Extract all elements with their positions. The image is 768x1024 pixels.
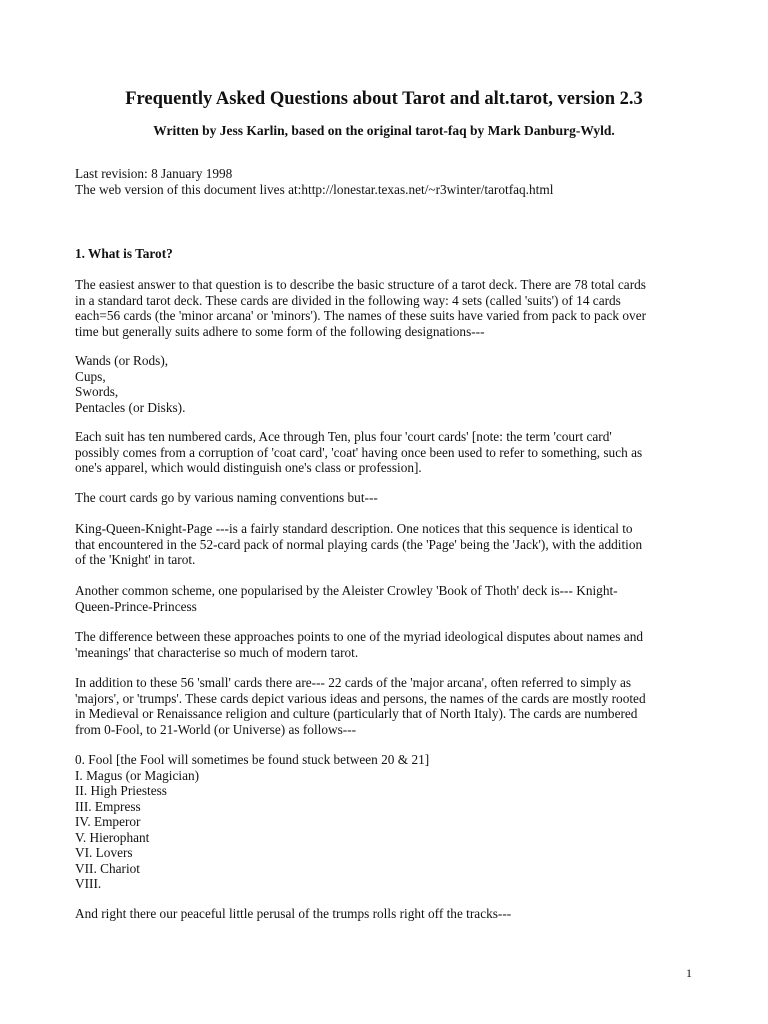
paragraph-deck-structure: [75, 277, 700, 339]
paragraph-crowley: [75, 583, 700, 614]
trumps-list: [75, 752, 700, 892]
paragraph-line: In addition to these 56 'small' cards there are--- 22 cards of the 'major arcana', often referred to simply as: [75, 675, 632, 690]
list-item: VII. Chariot: [75, 860, 140, 876]
paragraph-line: Queen-Prince-Princess: [75, 598, 197, 614]
paragraph-line: Each suit has ten numbered cards, Ace through Ten, plus four 'court cards' [note: the term 'court card': [75, 429, 612, 444]
paragraph-off-tracks: [75, 906, 700, 922]
paragraph-naming: [75, 490, 700, 506]
document-title: Frequently Asked Questions about Tarot and alt.tarot, version 2.3: [125, 89, 643, 109]
list-item: I. Magus (or Magician): [75, 767, 200, 783]
paragraph-line: 'majors', or 'trumps'. These cards depict various ideas and persons, the names of the cards are mostly rooted: [75, 690, 646, 706]
paragraph-disputes: [75, 629, 700, 660]
list-item: III. Empress: [75, 798, 141, 814]
suits-list: [75, 353, 700, 415]
paragraph-line: time but generally suits adhere to some form of the following designations---: [75, 323, 485, 339]
section-1-heading: 1. What is Tarot?: [75, 246, 173, 261]
list-item: II. High Priestess: [75, 783, 167, 798]
paragraph-line: The difference between these approaches points to one of the myriad ideological disputes about names and: [75, 629, 644, 644]
list-item: IV. Emperor: [75, 814, 141, 829]
paragraph-line: Another common scheme, one popularised by the Aleister Crowley 'Book of Thoth' deck is--- Knight-: [75, 583, 618, 598]
list-item: Pentacles (or Disks).: [75, 399, 186, 415]
paragraph-line: from 0-Fool, to 21-World (or Universe) as follows---: [75, 721, 357, 737]
paragraph-line: each=56 cards (the 'minor arcana' or 'minors'). The names of these suits have varied from pack to pack over: [75, 308, 647, 323]
list-item: V. Hierophant: [75, 829, 150, 845]
paragraph-line: in a standard tarot deck. These cards are divided in the following way: 4 sets (called 'suits') of 14 cards: [75, 292, 621, 308]
list-item: 0. Fool [the Fool will sometimes be found stuck between 20 & 21]: [75, 752, 430, 767]
list-item: Wands (or Rods),: [75, 353, 169, 368]
list-item: Cups,: [75, 368, 106, 384]
paragraph-line: one's apparel, which would distinguish one's class or profession].: [75, 460, 422, 475]
paragraph-line: possibly comes from a corruption of 'coat card', 'coat' having once been used to refer to something, such as: [75, 444, 643, 460]
revision-date: Last revision: 8 January 1998: [75, 166, 233, 181]
list-item: VI. Lovers: [75, 845, 133, 860]
paragraph-court-cards: [75, 429, 700, 476]
web-version-line: The web version of this document lives at:http://lonestar.texas.net/~r3winter/tarotfaq.html: [75, 181, 554, 197]
paragraph-line: King-Queen-Knight-Page ---is a fairly standard description. One notices that this sequence is identical to: [75, 521, 633, 536]
paragraph-line: of the 'Knight' in tarot.: [75, 552, 196, 567]
paragraph-line: in Medieval or Renaissance religion and culture (particularly that of North Italy). The cards are numbered: [75, 706, 638, 721]
paragraph-line: And right there our peaceful little perusal of the trumps rolls right off the tracks---: [75, 906, 512, 921]
document-subtitle: Written by Jess Karlin, based on the original tarot-faq by Mark Danburg-Wyld.: [153, 123, 615, 138]
section-heading: [75, 246, 700, 262]
list-item: VIII.: [75, 876, 102, 891]
paragraph-line: 'meanings' that characterise so much of modern tarot.: [75, 644, 359, 660]
paragraph-major-arcana: [75, 675, 700, 737]
paragraph-line: The court cards go by various naming conventions but---: [75, 490, 378, 505]
page-number: 1: [686, 966, 692, 980]
paragraph-line: The easiest answer to that question is to describe the basic structure of a tarot deck. There are 78 total cards: [75, 277, 646, 292]
revision-info: [75, 166, 700, 197]
paragraph-line: that encountered in the 52-card pack of normal playing cards (the 'Page' being the 'Jack'), with the addition: [75, 536, 643, 552]
paragraph-king-queen: [75, 521, 700, 568]
list-item: Swords,: [75, 384, 119, 399]
